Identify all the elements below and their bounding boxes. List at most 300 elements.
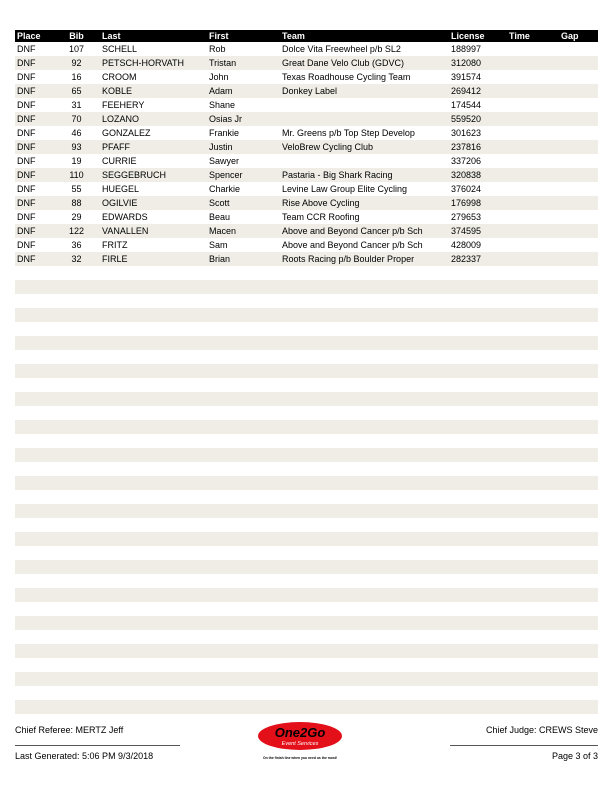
cell-license bbox=[449, 658, 507, 672]
cell-time bbox=[507, 392, 559, 406]
logo-main-text: One2Go bbox=[274, 725, 326, 740]
cell-gap bbox=[559, 434, 598, 448]
cell-team bbox=[280, 616, 449, 630]
cell-team: Roots Racing p/b Boulder Proper bbox=[280, 252, 449, 266]
cell-license: 301623 bbox=[451, 128, 482, 138]
cell-first bbox=[207, 588, 280, 602]
cell-gap bbox=[559, 546, 598, 560]
cell-bib: 122 bbox=[53, 224, 100, 238]
cell-place bbox=[15, 266, 53, 280]
cell-first bbox=[207, 434, 280, 448]
cell-gap bbox=[559, 126, 598, 140]
cell-time bbox=[507, 434, 559, 448]
cell-gap bbox=[559, 322, 598, 336]
cell-first: Charkie bbox=[209, 184, 241, 194]
cell-bib bbox=[53, 658, 100, 672]
cell-last bbox=[100, 266, 207, 280]
cell-first: Spencer bbox=[207, 168, 280, 182]
cell-bib bbox=[53, 434, 100, 448]
cell-gap bbox=[559, 224, 598, 238]
cell-time bbox=[507, 322, 559, 336]
cell-time bbox=[507, 98, 559, 112]
cell-time bbox=[507, 532, 559, 546]
cell-place bbox=[15, 280, 53, 294]
cell-last bbox=[100, 504, 207, 518]
cell-place: DNF bbox=[15, 140, 53, 154]
results-body bbox=[15, 42, 598, 728]
cell-bib bbox=[53, 280, 100, 294]
cell-last bbox=[100, 476, 207, 490]
cell-license bbox=[449, 336, 507, 350]
empty-row bbox=[15, 420, 598, 434]
cell-team: Team CCR Roofing bbox=[282, 212, 360, 222]
cell-license bbox=[449, 308, 507, 322]
cell-team bbox=[280, 560, 449, 574]
empty-row bbox=[15, 658, 598, 672]
cell-bib bbox=[53, 546, 100, 560]
cell-bib bbox=[53, 518, 100, 532]
cell-team bbox=[280, 434, 449, 448]
cell-license bbox=[449, 546, 507, 560]
cell-bib bbox=[53, 504, 100, 518]
empty-row bbox=[15, 336, 598, 350]
cell-license: 269412 bbox=[449, 84, 507, 98]
empty-row bbox=[15, 308, 598, 322]
empty-row bbox=[15, 700, 598, 714]
cell-bib bbox=[53, 294, 100, 308]
table-row bbox=[15, 154, 598, 168]
cell-place: DNF bbox=[17, 184, 36, 194]
cell-place bbox=[15, 588, 53, 602]
cell-first bbox=[207, 504, 280, 518]
cell-place: DNF bbox=[15, 224, 53, 238]
cell-time bbox=[507, 546, 559, 560]
cell-gap bbox=[559, 686, 598, 700]
cell-team: Texas Roadhouse Cycling Team bbox=[282, 72, 411, 82]
cell-first bbox=[207, 392, 280, 406]
cell-place bbox=[15, 518, 53, 532]
cell-time bbox=[507, 364, 559, 378]
cell-first: Rob bbox=[209, 44, 226, 54]
cell-team bbox=[280, 630, 449, 644]
cell-team bbox=[280, 308, 449, 322]
cell-first bbox=[207, 266, 280, 280]
cell-place bbox=[15, 532, 53, 546]
cell-last bbox=[100, 448, 207, 462]
cell-license bbox=[449, 686, 507, 700]
cell-team bbox=[280, 462, 449, 476]
cell-place bbox=[15, 546, 53, 560]
cell-first bbox=[207, 308, 280, 322]
cell-bib bbox=[53, 392, 100, 406]
cell-bib: 29 bbox=[71, 212, 82, 222]
cell-license: 176998 bbox=[449, 196, 507, 210]
cell-place bbox=[15, 294, 53, 308]
cell-team: Dolce Vita Freewheel p/b SL2 bbox=[282, 44, 401, 54]
cell-bib bbox=[53, 588, 100, 602]
cell-gap bbox=[559, 140, 598, 154]
cell-first: John bbox=[209, 72, 229, 82]
table-row bbox=[15, 210, 598, 224]
cell-team bbox=[280, 406, 449, 420]
empty-row bbox=[15, 448, 598, 462]
header-row bbox=[15, 30, 598, 42]
cell-bib bbox=[53, 686, 100, 700]
header-team: Team bbox=[280, 30, 449, 42]
cell-first bbox=[207, 476, 280, 490]
cell-license: 174544 bbox=[451, 100, 482, 110]
cell-bib: 107 bbox=[68, 44, 85, 54]
empty-row bbox=[15, 686, 598, 700]
empty-row bbox=[15, 378, 598, 392]
cell-first: Tristan bbox=[207, 56, 280, 70]
cell-first bbox=[207, 294, 280, 308]
cell-time bbox=[507, 616, 559, 630]
cell-gap bbox=[559, 630, 598, 644]
cell-time bbox=[507, 196, 559, 210]
cell-gap bbox=[559, 294, 598, 308]
empty-row bbox=[15, 574, 598, 588]
cell-license: 279653 bbox=[451, 212, 482, 222]
cell-bib bbox=[53, 700, 100, 714]
empty-row bbox=[15, 476, 598, 490]
cell-team bbox=[280, 294, 449, 308]
cell-first: Sam bbox=[209, 240, 228, 250]
cell-last bbox=[100, 574, 207, 588]
table-row bbox=[15, 168, 598, 182]
cell-license: 376024 bbox=[451, 184, 482, 194]
cell-bib: 92 bbox=[53, 56, 100, 70]
cell-bib bbox=[53, 532, 100, 546]
cell-time bbox=[507, 168, 559, 182]
empty-row bbox=[15, 392, 598, 406]
empty-row bbox=[15, 364, 598, 378]
cell-place bbox=[15, 420, 53, 434]
table-row bbox=[15, 252, 598, 266]
cell-last: GONZALEZ bbox=[102, 128, 151, 138]
cell-gap bbox=[559, 364, 598, 378]
cell-bib bbox=[53, 476, 100, 490]
cell-first bbox=[207, 350, 280, 364]
cell-bib: 16 bbox=[71, 72, 82, 82]
cell-license bbox=[449, 280, 507, 294]
cell-bib: 88 bbox=[53, 196, 100, 210]
cell-first bbox=[207, 406, 280, 420]
cell-place: DNF bbox=[17, 72, 36, 82]
cell-license bbox=[449, 560, 507, 574]
cell-first: Scott bbox=[207, 196, 280, 210]
cell-place bbox=[15, 574, 53, 588]
cell-license: 312080 bbox=[449, 56, 507, 70]
cell-place bbox=[15, 322, 53, 336]
cell-bib bbox=[53, 266, 100, 280]
cell-time bbox=[507, 588, 559, 602]
results-table bbox=[15, 30, 598, 728]
cell-last bbox=[100, 462, 207, 476]
cell-team: Pastaria - Big Shark Racing bbox=[280, 168, 449, 182]
cell-place bbox=[15, 700, 53, 714]
cell-first: Beau bbox=[209, 212, 231, 222]
cell-place: DNF bbox=[17, 128, 36, 138]
cell-bib: 110 bbox=[53, 168, 100, 182]
cell-license bbox=[449, 462, 507, 476]
cell-last: FIRLE bbox=[100, 252, 207, 266]
last-generated: Last Generated: 5:06 PM 9/3/2018 bbox=[15, 751, 154, 761]
cell-first bbox=[207, 462, 280, 476]
cell-license bbox=[449, 294, 507, 308]
cell-time bbox=[507, 378, 559, 392]
cell-license bbox=[449, 420, 507, 434]
cell-gap bbox=[559, 588, 598, 602]
cell-last bbox=[100, 406, 207, 420]
cell-time bbox=[507, 126, 559, 140]
cell-time bbox=[507, 140, 559, 154]
header-gap: Gap bbox=[559, 30, 598, 42]
cell-time bbox=[507, 294, 559, 308]
cell-place bbox=[15, 658, 53, 672]
cell-gap bbox=[559, 210, 598, 224]
cell-license bbox=[449, 602, 507, 616]
table-row bbox=[15, 56, 598, 70]
cell-license bbox=[449, 448, 507, 462]
cell-first bbox=[207, 574, 280, 588]
cell-first bbox=[207, 630, 280, 644]
empty-row bbox=[15, 602, 598, 616]
cell-bib: 19 bbox=[71, 156, 82, 166]
cell-first bbox=[207, 546, 280, 560]
cell-time bbox=[507, 462, 559, 476]
table-row bbox=[15, 42, 598, 56]
cell-last: CROOM bbox=[102, 72, 137, 82]
cell-place: DNF bbox=[15, 168, 53, 182]
cell-last: EDWARDS bbox=[102, 212, 148, 222]
cell-last bbox=[100, 350, 207, 364]
cell-last: HUEGEL bbox=[102, 184, 140, 194]
cell-gap bbox=[559, 154, 598, 168]
cell-bib bbox=[53, 616, 100, 630]
cell-license bbox=[449, 588, 507, 602]
cell-license: 374595 bbox=[449, 224, 507, 238]
cell-team bbox=[280, 280, 449, 294]
cell-last: FRITZ bbox=[102, 240, 128, 250]
cell-license bbox=[449, 406, 507, 420]
cell-license bbox=[449, 630, 507, 644]
cell-gap bbox=[559, 84, 598, 98]
cell-last bbox=[100, 280, 207, 294]
cell-license bbox=[449, 574, 507, 588]
cell-last bbox=[100, 490, 207, 504]
table-row bbox=[15, 70, 598, 84]
cell-bib bbox=[53, 350, 100, 364]
cell-gap bbox=[559, 574, 598, 588]
cell-place bbox=[15, 490, 53, 504]
cell-time bbox=[507, 266, 559, 280]
cell-last bbox=[100, 532, 207, 546]
table-row bbox=[15, 238, 598, 252]
cell-gap bbox=[559, 700, 598, 714]
cell-place: DNF bbox=[15, 196, 53, 210]
cell-gap bbox=[559, 448, 598, 462]
cell-place bbox=[15, 630, 53, 644]
cell-license bbox=[449, 266, 507, 280]
cell-gap bbox=[559, 602, 598, 616]
cell-place: DNF bbox=[17, 100, 36, 110]
cell-gap bbox=[559, 560, 598, 574]
cell-first: Justin bbox=[207, 140, 280, 154]
one2go-logo bbox=[250, 721, 350, 763]
cell-first bbox=[207, 658, 280, 672]
logo-tagline: On the finish line when you need us the most! bbox=[262, 756, 338, 760]
cell-last: PETSCH-HORVATH bbox=[100, 56, 207, 70]
cell-first bbox=[207, 322, 280, 336]
cell-last bbox=[100, 336, 207, 350]
cell-gap bbox=[559, 336, 598, 350]
cell-team bbox=[280, 448, 449, 462]
cell-place bbox=[15, 504, 53, 518]
cell-first bbox=[207, 644, 280, 658]
cell-first: Brian bbox=[207, 252, 280, 266]
cell-time bbox=[507, 630, 559, 644]
cell-gap bbox=[559, 238, 598, 252]
cell-first bbox=[207, 378, 280, 392]
cell-team: Above and Beyond Cancer p/b Sch bbox=[280, 224, 449, 238]
cell-bib bbox=[53, 322, 100, 336]
cell-time bbox=[507, 210, 559, 224]
cell-gap bbox=[559, 280, 598, 294]
cell-license: 428009 bbox=[451, 240, 482, 250]
empty-row bbox=[15, 588, 598, 602]
cell-gap bbox=[559, 98, 598, 112]
empty-row bbox=[15, 532, 598, 546]
cell-last bbox=[100, 378, 207, 392]
cell-team: VeloBrew Cycling Club bbox=[280, 140, 449, 154]
cell-first: Macen bbox=[207, 224, 280, 238]
cell-place: DNF bbox=[15, 84, 53, 98]
cell-last bbox=[100, 392, 207, 406]
cell-last bbox=[100, 588, 207, 602]
cell-gap bbox=[559, 182, 598, 196]
cell-place bbox=[15, 560, 53, 574]
cell-first bbox=[207, 602, 280, 616]
cell-place: DNF bbox=[17, 212, 36, 222]
empty-row bbox=[15, 630, 598, 644]
cell-time bbox=[507, 490, 559, 504]
chief-judge: Chief Judge: CREWS Steve bbox=[485, 725, 598, 735]
cell-first bbox=[207, 280, 280, 294]
cell-gap bbox=[559, 518, 598, 532]
cell-last: FEEHERY bbox=[102, 100, 145, 110]
cell-license: 559520 bbox=[449, 112, 507, 126]
cell-team bbox=[280, 322, 449, 336]
cell-team bbox=[280, 532, 449, 546]
cell-license bbox=[449, 490, 507, 504]
cell-bib bbox=[53, 336, 100, 350]
judge-signature-line bbox=[450, 745, 598, 746]
cell-place bbox=[15, 448, 53, 462]
table-row bbox=[15, 112, 598, 126]
cell-team bbox=[280, 504, 449, 518]
header-time: Time bbox=[507, 30, 559, 42]
cell-place: DNF bbox=[15, 56, 53, 70]
cell-gap bbox=[559, 308, 598, 322]
header-place: Place bbox=[15, 30, 53, 42]
cell-gap bbox=[559, 406, 598, 420]
cell-first bbox=[207, 686, 280, 700]
cell-place bbox=[15, 406, 53, 420]
cell-bib bbox=[53, 378, 100, 392]
cell-license: 188997 bbox=[451, 44, 482, 54]
cell-bib: 31 bbox=[71, 100, 82, 110]
cell-last bbox=[100, 630, 207, 644]
cell-gap bbox=[559, 420, 598, 434]
cell-last bbox=[100, 658, 207, 672]
cell-time bbox=[507, 84, 559, 98]
cell-first: Osias Jr bbox=[207, 112, 280, 126]
cell-first: Frankie bbox=[209, 128, 240, 138]
cell-gap bbox=[559, 392, 598, 406]
cell-place bbox=[15, 672, 53, 686]
header-bib: Bib bbox=[53, 30, 100, 42]
cell-last bbox=[100, 546, 207, 560]
cell-place bbox=[15, 644, 53, 658]
cell-team bbox=[280, 378, 449, 392]
empty-row bbox=[15, 644, 598, 658]
cell-last bbox=[100, 420, 207, 434]
cell-bib bbox=[53, 560, 100, 574]
cell-team: Levine Law Group Elite Cycling bbox=[282, 184, 408, 194]
cell-first bbox=[207, 490, 280, 504]
cell-team bbox=[280, 112, 449, 126]
empty-row bbox=[15, 462, 598, 476]
cell-time bbox=[507, 70, 559, 84]
cell-time bbox=[507, 504, 559, 518]
cell-place: DNF bbox=[15, 112, 53, 126]
cell-team bbox=[280, 658, 449, 672]
cell-team bbox=[280, 154, 449, 168]
cell-team: Above and Beyond Cancer p/b Sch bbox=[282, 240, 423, 250]
cell-gap bbox=[559, 490, 598, 504]
empty-row bbox=[15, 546, 598, 560]
cell-last bbox=[100, 518, 207, 532]
cell-last: KOBLE bbox=[100, 84, 207, 98]
cell-time bbox=[507, 672, 559, 686]
cell-license bbox=[449, 364, 507, 378]
cell-place bbox=[15, 350, 53, 364]
cell-last bbox=[100, 602, 207, 616]
cell-bib bbox=[53, 630, 100, 644]
cell-license: 320838 bbox=[449, 168, 507, 182]
cell-bib bbox=[53, 574, 100, 588]
cell-license bbox=[449, 700, 507, 714]
cell-time bbox=[507, 42, 559, 56]
cell-gap bbox=[559, 168, 598, 182]
table-row bbox=[15, 182, 598, 196]
cell-last bbox=[100, 308, 207, 322]
empty-row bbox=[15, 560, 598, 574]
empty-row bbox=[15, 434, 598, 448]
cell-time bbox=[507, 644, 559, 658]
cell-time bbox=[507, 224, 559, 238]
cell-gap bbox=[559, 56, 598, 70]
table-row bbox=[15, 196, 598, 210]
cell-license: 337206 bbox=[451, 156, 482, 166]
chief-referee: Chief Referee: MERTZ Jeff bbox=[15, 725, 124, 735]
header-last: Last bbox=[100, 30, 207, 42]
cell-last: LOZANO bbox=[100, 112, 207, 126]
cell-time bbox=[507, 658, 559, 672]
cell-place bbox=[15, 686, 53, 700]
cell-bib: 46 bbox=[71, 128, 82, 138]
